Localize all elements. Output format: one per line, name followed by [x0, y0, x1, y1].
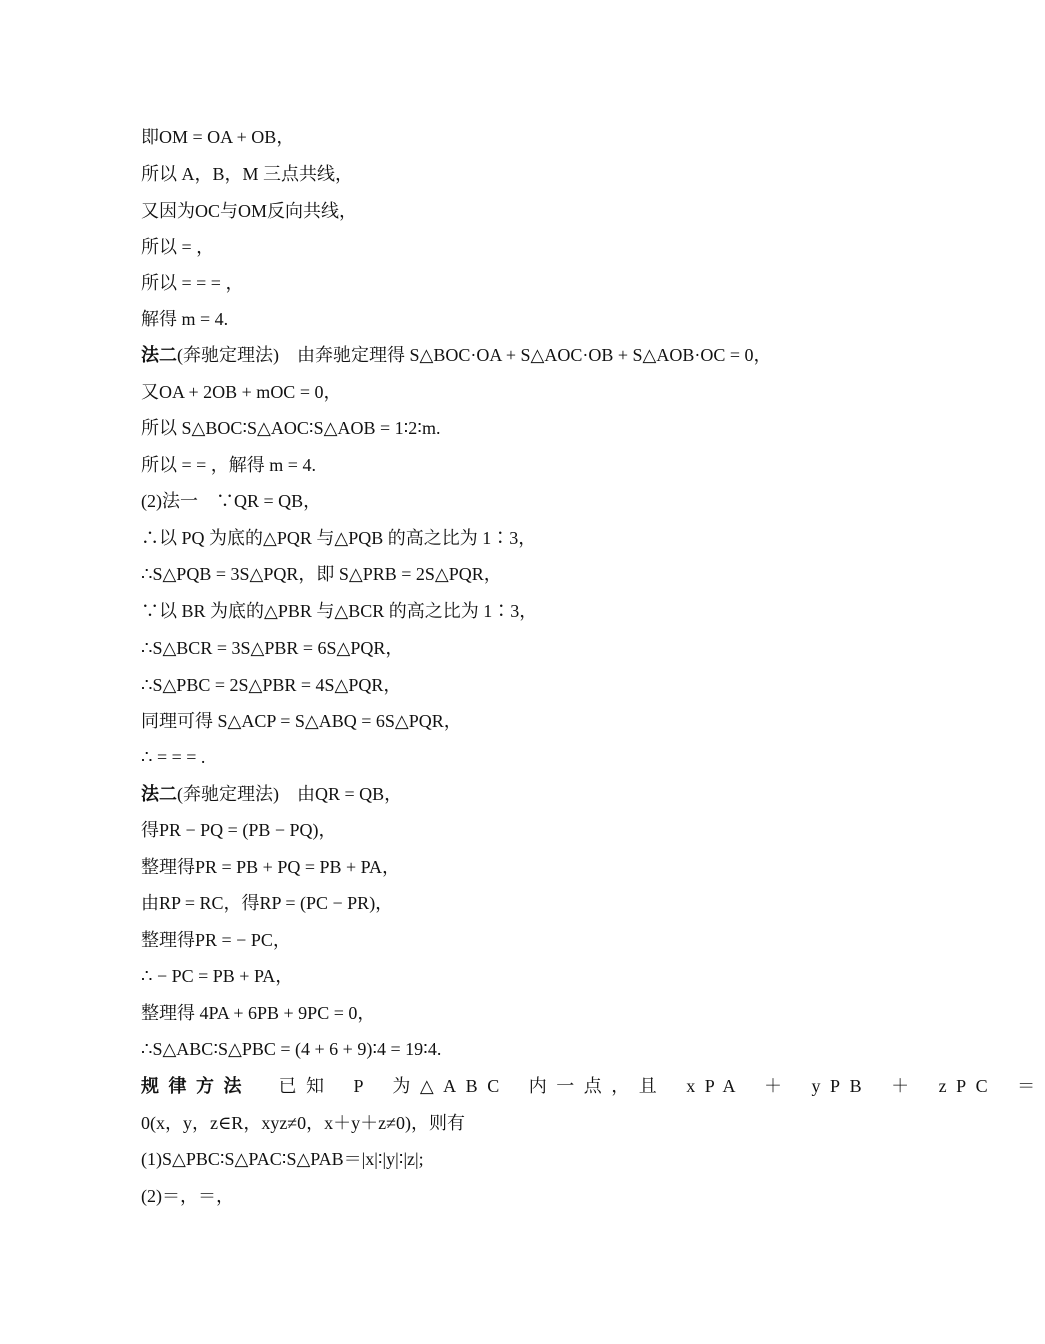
text-line-18: ∴ = = = .	[141, 747, 206, 767]
text-line-26: ∴S△ABC∶S△PBC = (4 + 6 + 9)∶4 = 19∶4.	[141, 1039, 442, 1059]
rule-method-label: 规律方法	[141, 1076, 251, 1096]
text-line-14: ∵以 BR 为底的△PBR 与△BCR 的高之比为 1∶3，	[141, 601, 538, 621]
text-line-1: 即OM = OA + OB，	[141, 127, 295, 147]
text-line-16: ∴S△PBC = 2S△PBR = 4S△PQR，	[141, 675, 402, 695]
text-line-15: ∴S△BCR = 3S△PBR = 6S△PQR，	[141, 638, 404, 658]
text-line-19: 法二(奔驰定理法) 由QR = QB，	[141, 784, 403, 804]
text-line-30: (2)＝，＝，	[141, 1186, 234, 1206]
text-line-8: 又OA + 2OB + mOC = 0，	[141, 382, 342, 402]
text-line-29: (1)S△PBC∶S△PAC∶S△PAB＝|x|∶|y|∶|z|;	[141, 1149, 424, 1169]
text-line-21: 整理得PR = PB + PQ = PB + PA，	[141, 857, 401, 877]
text-line-24: ∴ − PC = PB + PA，	[141, 966, 294, 986]
method-label: 法二	[141, 345, 177, 365]
text-line-10: 所以 = = ，解得 m = 4.	[141, 455, 316, 475]
text-line-25: 整理得 4PA + 6PB + 9PC = 0，	[141, 1003, 376, 1023]
text-line-4: 所以 = ，	[141, 237, 215, 257]
text-line-22: 由RP = RC，得RP = (PC − PR)，	[141, 893, 394, 913]
text-line-7: 法二(奔驰定理法) 由奔驰定理得 S△BOC·OA + S△AOC·OB + S△AOB·OC = 0，	[141, 345, 772, 365]
method-label: 法二	[141, 784, 177, 804]
text-line-2: 所以 A，B，M 三点共线，	[141, 164, 354, 184]
text-line-28: 0(x，y，z∈R，xyz≠0，x＋y＋z≠0)，则有	[141, 1113, 466, 1133]
text-line-6: 解得 m = 4.	[141, 309, 229, 329]
text-line-27: 规律方法 已知 P 为△ABC 内一点，且 xPA ＋ yPB ＋ zPC ＝	[141, 1076, 1045, 1096]
text-line-13: ∴S△PQB = 3S△PQR，即 S△PRB = 2S△PQR，	[141, 564, 502, 584]
text-line-9: 所以 S△BOC∶S△AOC∶S△AOB = 1∶2∶m.	[141, 418, 441, 438]
text-line-5: 所以 = = = ，	[141, 273, 244, 293]
text-line-17: 同理可得 S△ACP = S△ABQ = 6S△PQR，	[141, 711, 462, 731]
text-line-12: ∴以 PQ 为底的△PQR 与△PQB 的高之比为 1∶3，	[141, 528, 537, 548]
text-line-3: 又因为OC与OM反向共线，	[141, 201, 358, 221]
text-line-23: 整理得PR = − PC，	[141, 930, 291, 950]
text-line-20: 得PR − PQ = (PB − PQ)，	[141, 820, 337, 840]
text-line-11: (2)法一 ∵QR = QB，	[141, 491, 322, 511]
